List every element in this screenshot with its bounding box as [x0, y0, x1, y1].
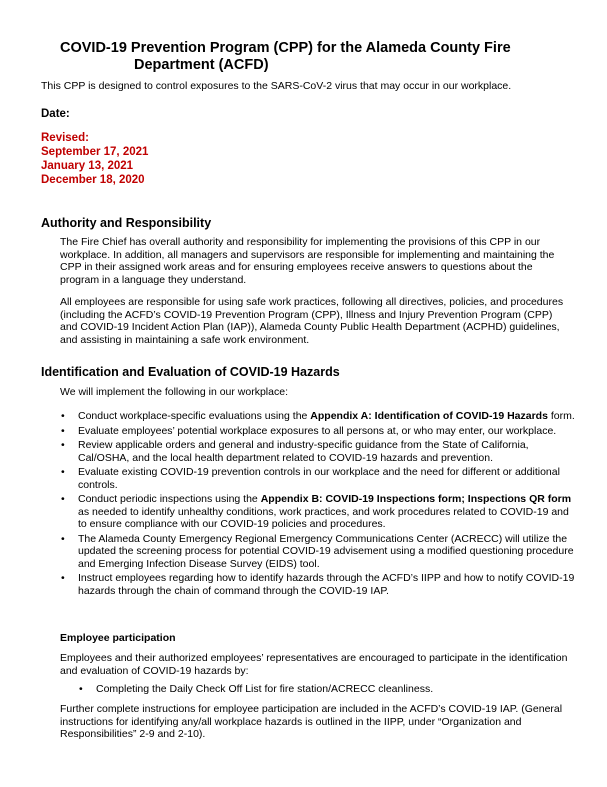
list-item: • The Alameda County Emergency Regional Emergency Communications Center (ACRECC) will utilize the updated the screening process for potential COVID-19 advisement using a modified questioning procedure and Emerging Infection Disease Survey (EIDS) tool.: [60, 533, 575, 571]
list-item: • Conduct workplace-specific evaluations using the Appendix A: Identification of COVID-19 Hazards form.: [60, 410, 575, 423]
revised-date-2: January 13, 2021: [41, 160, 134, 172]
list-item: • Review applicable orders and general and industry-specific guidance from the State of California, Cal/OSHA, and the local health department related to COVID-19 hazards and prevention.: [60, 439, 575, 464]
identification-heading: Identification and Evaluation of COVID-19 Hazards: [41, 365, 340, 379]
title-line-1: COVID-19 Prevention Program (CPP) for the Alameda County Fire: [60, 40, 511, 56]
date-label: Date:: [41, 108, 70, 120]
identification-lead: We will implement the following in our workplace:: [60, 386, 288, 398]
list-item: • Conduct periodic inspections using the Appendix B: COVID-19 Inspections form; Inspections QR form as needed to identify unhealthy conditions, work practices, and work procedures related to COVID-19 and to ensure compliance with our COVID-19 policies and procedures.: [60, 493, 575, 531]
revised-date-3: December 18, 2020: [41, 174, 145, 186]
title-line-2: Department (ACFD): [134, 57, 269, 73]
participation-paragraph: Employees and their authorized employees’ representatives are encouraged to participate in the identification and evaluation of COVID-19 hazards by:: [60, 652, 568, 677]
list-item: • Instruct employees regarding how to identify hazards through the ACFD’s IIPP and how to notify COVID-19 hazards through the chain of command through the COVID-19 IAP.: [60, 572, 575, 597]
participation-heading: Employee participation: [60, 632, 176, 644]
participation-closing: Further complete instructions for employee participation are included in the ACFD’s COVID-19 IAP. (General instructions for identifying any/all workplace hazards is outlined in the IIPP, under “Organization and Responsibilities” 2-9 and 2-10).: [60, 703, 563, 740]
intro-text: This CPP is designed to control exposures to the SARS-CoV-2 virus that may occur in our workplace.: [41, 80, 512, 92]
list-item: • Completing the Daily Check Off List for fire station/ACRECC cleanliness.: [78, 683, 433, 695]
revised-label: Revised:: [41, 132, 89, 144]
participation-list: [78, 683, 433, 695]
document-title: [60, 40, 560, 74]
list-item: • Evaluate employees’ potential workplace exposures to all persons at, or who may enter, our workplace.: [60, 425, 575, 438]
hazard-list: [60, 410, 575, 599]
revised-block: [41, 131, 148, 187]
authority-heading: Authority and Responsibility: [41, 216, 212, 230]
authority-paragraph-1: The Fire Chief has overall authority and responsibility for implementing the provisions of this CPP in our workplace. In addition, all managers and supervisors are responsible for implementing and maintaining the CPP in their assigned work areas and for ensuring employees receive answers to questions about the program in a language they understand.: [60, 236, 555, 286]
list-item: • Evaluate existing COVID-19 prevention controls in our workplace and the need for different or additional controls.: [60, 466, 575, 491]
revised-date-1: September 17, 2021: [41, 146, 149, 158]
authority-paragraph-2: All employees are responsible for using safe work practices, following all directives, policies, and procedures (including the ACFD’s COVID-19 Prevention Program (CPP), Illness and Injury Prevention Program (CPP) and COVID-19 Incident Action Plan (IAP)), Alameda County Public Health Department (ACPHD) guidelines, and assisting in maintaining a safe work environment.: [60, 296, 564, 346]
